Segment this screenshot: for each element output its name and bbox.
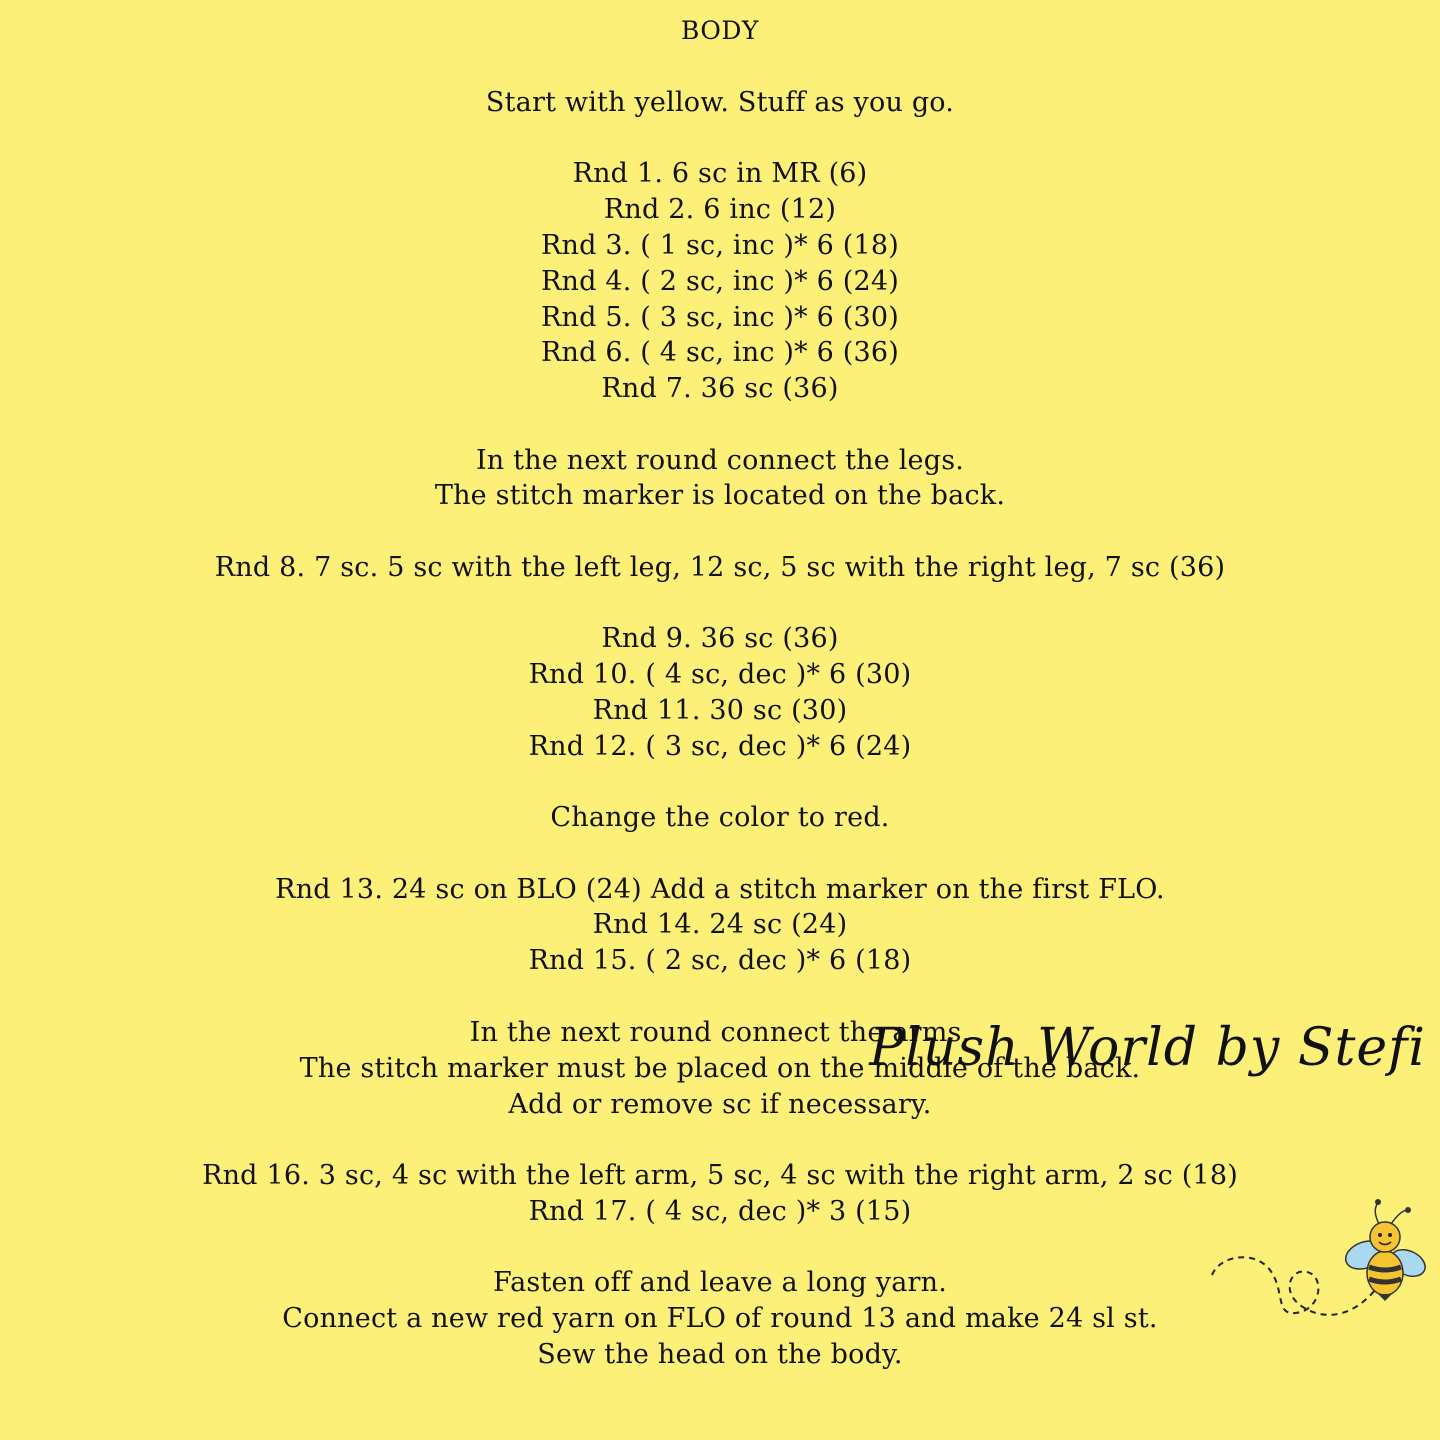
finish-note-1: Fasten off and leave a long yarn. [492,1267,947,1298]
round-2: Rnd 2. 6 inc (12) [603,194,837,225]
legs-note-2: The stitch marker is located on the back. [434,480,1006,511]
finish-note-3: Sew the head on the body. [537,1339,903,1370]
round-5: Rnd 5. ( 3 sc, inc )* 6 (30) [540,302,900,333]
round-3: Rnd 3. ( 1 sc, inc )* 6 (18) [540,230,900,261]
arms-note-2: The stitch marker must be placed on the middle of the back. [299,1053,1141,1084]
signature: Plush World by Stefi [869,1018,1426,1078]
round-1: Rnd 1. 6 sc in MR (6) [572,158,868,189]
round-6: Rnd 6. ( 4 sc, inc )* 6 (36) [540,337,900,368]
round-4: Rnd 4. ( 2 sc, inc )* 6 (24) [540,266,900,297]
round-9: Rnd 9. 36 sc (36) [601,623,839,654]
round-11: Rnd 11. 30 sc (30) [592,695,848,726]
round-10: Rnd 10. ( 4 sc, dec )* 6 (30) [528,659,912,690]
intro-line: Start with yellow. Stuff as you go. [485,87,955,118]
arms-note-1: In the next round connect the arms. [469,1017,971,1048]
round-13: Rnd 13. 24 sc on BLO (24) Add a stitch marker on the first FLO. [275,874,1165,905]
round-12: Rnd 12. ( 3 sc, dec )* 6 (24) [528,731,912,762]
round-17: Rnd 17. ( 4 sc, dec )* 3 (15) [528,1196,912,1227]
round-8: Rnd 8. 7 sc. 5 sc with the left leg, 12 sc, 5 sc with the right leg, 7 sc (36) [214,552,1226,583]
legs-note-1: In the next round connect the legs. [475,445,965,476]
finish-note-2: Connect a new red yarn on FLO of round 13 and make 24 sl st. [282,1303,1158,1334]
color-change-note: Change the color to red. [550,802,890,833]
round-16: Rnd 16. 3 sc, 4 sc with the left arm, 5 sc, 4 sc with the right arm, 2 sc (18) [202,1160,1238,1191]
round-15: Rnd 15. ( 2 sc, dec )* 6 (18) [528,945,912,976]
bee-icon [1200,1195,1430,1335]
round-14: Rnd 14. 24 sc (24) [592,909,848,940]
round-7: Rnd 7. 36 sc (36) [601,373,839,404]
arms-note-3: Add or remove sc if necessary. [508,1089,932,1120]
title: BODY [681,16,759,45]
